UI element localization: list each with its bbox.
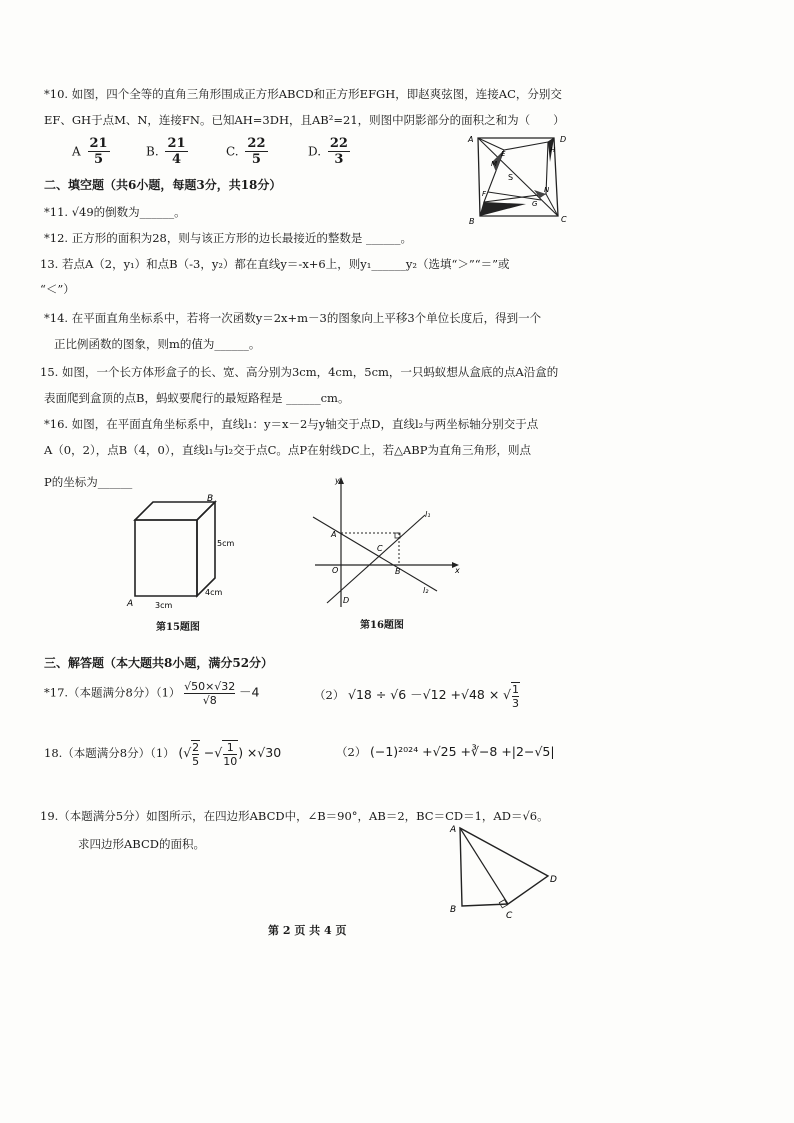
svg-text:H: H	[550, 146, 556, 154]
q10-option-c: C. $\frac{22}{5}$	[226, 136, 266, 167]
svg-text:y: y	[335, 476, 340, 485]
section2-heading: 二、填空题（共6小题，每题3分，共18分）	[44, 178, 282, 192]
svg-text:D: D	[560, 135, 567, 144]
svg-text:G: G	[532, 200, 538, 208]
q17: *17.（本题满分8分）（1） $\frac{√50\times√32}{√8}$ －4	[44, 680, 260, 707]
svg-text:l₂: l₂	[423, 586, 429, 595]
q10-line1: *10. 如图，四个全等的直角三角形围成正方形ABCD和正方形EFGH，即赵爽弦图，连接AC，分别交	[44, 87, 562, 101]
q15-line2: 表面爬到盒顶的点B，蚂蚁要爬行的最短路程是 ______cm。	[44, 391, 350, 405]
q13-line2: “＜”）	[40, 282, 75, 296]
svg-text:B: B	[395, 567, 401, 576]
q17-part2: （2） √18 ÷ √6 －√12 +√48 × √ $\frac{1}{3}$	[314, 683, 519, 710]
q15-line1: 15. 如图，一个长方体形盒子的长、宽、高分别为3cm，4cm，5cm，一只蚂蚁想从盒底的点A沿盒的	[40, 365, 559, 379]
q19-line1: 19.（本题满分5分）如图所示，在四边形ABCD中，∠B＝90°，AB＝2，BC＝CD＝1，AD＝√6。	[40, 809, 549, 823]
q16-figure	[305, 475, 465, 615]
q10-option-a: A $\frac{21}{5}$	[72, 136, 108, 167]
svg-text:A: A	[468, 135, 474, 144]
svg-text:M: M	[491, 160, 498, 168]
svg-text:E: E	[501, 150, 506, 158]
svg-text:A: A	[450, 825, 457, 835]
svg-text:B: B	[207, 494, 214, 504]
q15-figure	[125, 492, 245, 612]
q18: 18.（本题满分8分）（1） (√ $\frac{2}{5}$ −√ $\frac{1}{10}$ ) ×√30	[44, 741, 282, 768]
svg-text:C: C	[506, 911, 513, 920]
q19-figure	[446, 820, 566, 920]
q10-option-b: B. $\frac{21}{4}$	[146, 136, 186, 167]
section3-heading: 三、解答题（本大题共8小题，满分52分）	[44, 656, 274, 670]
page-footer: 第 2 页 共 4 页	[268, 924, 347, 937]
svg-text:4cm: 4cm	[205, 588, 223, 597]
svg-text:3cm: 3cm	[155, 601, 173, 610]
svg-text:B: B	[450, 905, 457, 915]
svg-text:C: C	[561, 215, 567, 224]
svg-text:5cm: 5cm	[217, 539, 235, 548]
svg-text:N: N	[544, 186, 550, 194]
svg-text:A: A	[331, 530, 337, 539]
q16-line3: P的坐标为______	[44, 475, 133, 489]
svg-text:O: O	[332, 566, 339, 575]
svg-text:A: A	[127, 599, 134, 609]
q10-line2: EF、GH于点M、N，连接FN。已知AH=3DH，且AB²=21，则图中阴影部分的面积之和为（ ）	[44, 113, 565, 127]
svg-text:D: D	[550, 875, 557, 885]
svg-text:C: C	[377, 544, 383, 553]
q13-line1: 13. 若点A（2，y₁）和点B（-3，y₂）都在直线y＝-x+6上，则y₁______y₂（选填“＞”“＝”或	[40, 257, 510, 271]
q19-line2: 求四边形ABCD的面积。	[78, 837, 205, 851]
q10-option-d: D. $\frac{22}{3}$	[308, 136, 348, 167]
svg-text:x: x	[455, 566, 460, 575]
q11: *11. √49的倒数为______。	[44, 205, 186, 219]
q18-part2: （2） (−1)²⁰²⁴ +√25 +∛−8 +|2−√5|	[336, 744, 555, 759]
q15-caption: 第15题图	[156, 622, 200, 633]
svg-text:S: S	[508, 173, 514, 182]
svg-text:B: B	[469, 217, 475, 226]
q16-line1: *16. 如图，在平面直角坐标系中，直线l₁：y＝x－2与y轴交于点D，直线l₂与两坐标轴分别交于点	[44, 417, 539, 431]
q14-line2: 正比例函数的图象，则m的值为______。	[54, 337, 261, 351]
svg-text:D: D	[343, 596, 350, 605]
q16-line2: A（0，2），点B（4，0），直线l₁与l₂交于点C。点P在射线DC上，若△ABP为直角三角形，则点	[44, 443, 531, 457]
q16-caption: 第16题图	[360, 620, 404, 631]
q14-line1: *14. 在平面直角坐标系中，若将一次函数y＝2x+m－3的图象向上平移3个单位长度后，得到一个	[44, 311, 542, 325]
q10-figure	[466, 132, 576, 228]
q12: *12. 正方形的面积为28，则与该正方形的边长最接近的整数是 ______。	[44, 231, 412, 245]
svg-text:l₁: l₁	[425, 510, 431, 519]
svg-text:F: F	[482, 190, 487, 198]
